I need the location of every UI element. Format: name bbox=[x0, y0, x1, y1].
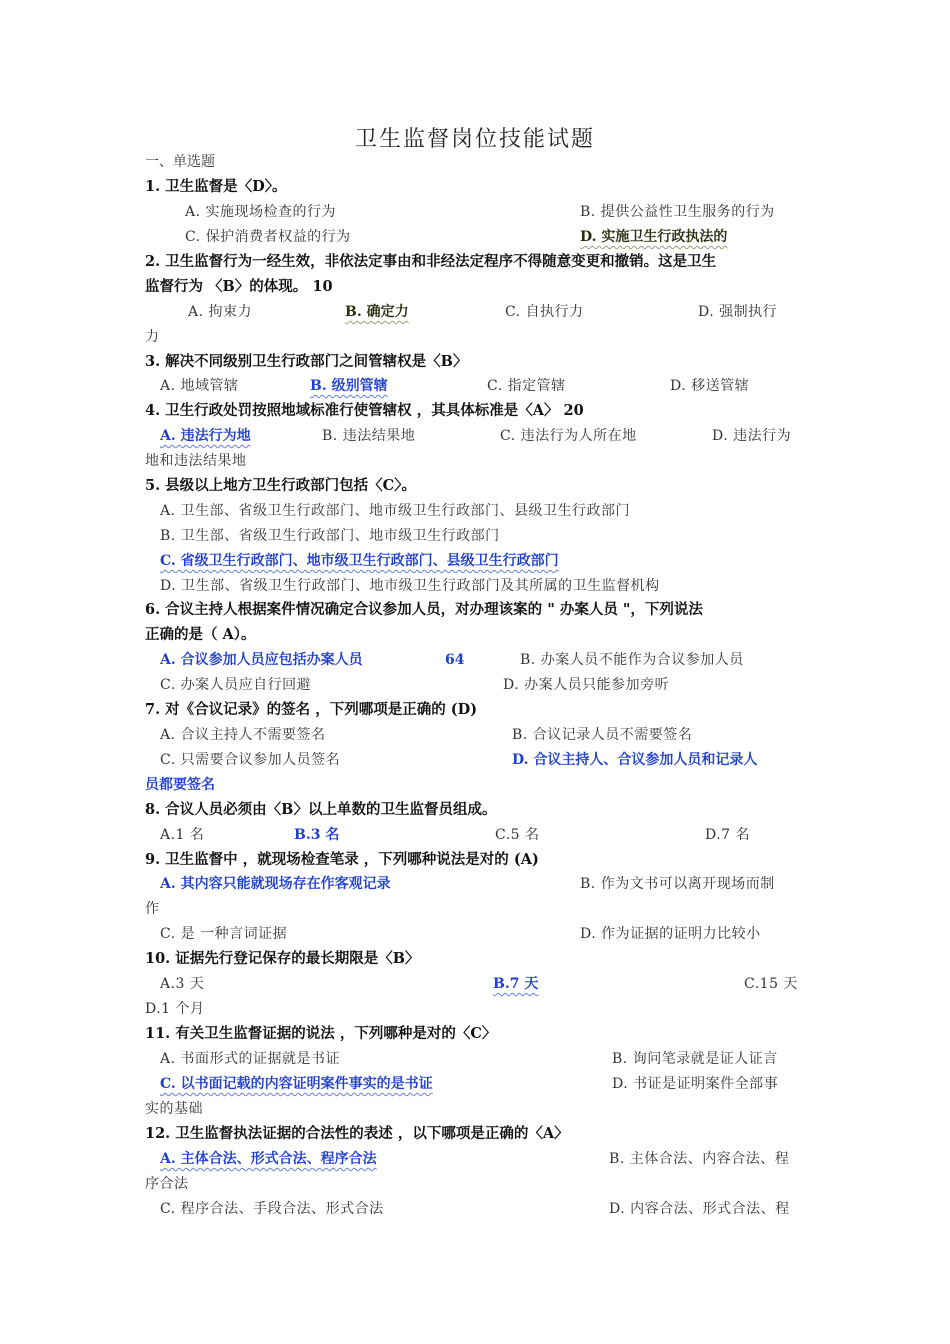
q6-option-b: B. 办案人员不能作为合议参加人员 bbox=[520, 652, 744, 668]
q12-option-d: D. 内容合法、形式合法、程 bbox=[609, 1201, 790, 1217]
question-6-line-2: 正确的是（ A）。 bbox=[145, 626, 256, 643]
q4-option-c: C. 违法行为人所在地 bbox=[500, 428, 637, 444]
q1-option-d-answer: D. 实施卫生行政执法的 bbox=[580, 229, 728, 245]
q12-option-a-answer: A. 主体合法、形式合法、程序合法 bbox=[160, 1151, 377, 1167]
question-9: 9. 卫生监督中 ，就现场检查笔录 ，下列哪种说法是对的 (A) bbox=[145, 851, 539, 868]
q7-option-d-wrap: 员都要签名 bbox=[145, 777, 215, 793]
question-5: 5. 县级以上地方卫生行政部门包括〈C〉。 bbox=[145, 477, 416, 494]
q5-option-a: A. 卫生部、省级卫生行政部门、地市级卫生行政部门、县级卫生行政部门 bbox=[160, 503, 631, 519]
q9-option-c: C. 是 一种言词证据 bbox=[160, 926, 288, 942]
q3-option-b-answer: B. 级别管辖 bbox=[310, 378, 388, 394]
q8-option-c: C.5 名 bbox=[495, 827, 540, 843]
q8-option-d: D.7 名 bbox=[705, 827, 751, 843]
q9-option-b-wrap: 作 bbox=[145, 901, 160, 917]
question-10: 10. 证据先行登记保存的最长期限是〈B〉 bbox=[145, 950, 420, 967]
q11-option-b: B. 询问笔录就是证人证言 bbox=[612, 1051, 778, 1067]
q1-option-c: C. 保护消费者权益的行为 bbox=[185, 229, 351, 245]
q11-option-d-wrap: 实的基础 bbox=[145, 1101, 203, 1117]
q5-option-b: B. 卫生部、省级卫生行政部门、地市级卫生行政部门 bbox=[160, 528, 500, 544]
q11-option-d: D. 书证是证明案件全部事 bbox=[612, 1076, 779, 1092]
question-6-line-1: 6. 合议主持人根据案件情况确定合议参加人员，对办理该案的 " 办案人员 "，下列说法 bbox=[145, 601, 703, 618]
question-12: 12. 卫生监督执法证据的合法性的表述 ，以下哪项是正确的〈A〉 bbox=[145, 1125, 569, 1142]
q10-option-b-answer: B.7 天 bbox=[493, 976, 539, 992]
q10-option-c: C.15 天 bbox=[744, 976, 798, 992]
q7-option-d-answer: D. 合议主持人、合议参加人员和记录人 bbox=[512, 752, 758, 768]
q6-margin-number: 64 bbox=[445, 652, 465, 668]
q4-option-a-answer: A. 违法行为地 bbox=[160, 428, 251, 444]
q9-option-a-answer: A. 其内容只能就现场存在作客观记录 bbox=[160, 876, 391, 892]
question-7: 7. 对《合议记录》的签名 ，下列哪项是正确的 (D) bbox=[145, 701, 478, 718]
q7-option-b: B. 合议记录人员不需要签名 bbox=[512, 727, 693, 743]
q12-option-c: C. 程序合法、手段合法、形式合法 bbox=[160, 1201, 384, 1217]
question-11: 11. 有关卫生监督证据的说法 ，下列哪种是对的〈C〉 bbox=[145, 1025, 497, 1042]
q2-option-c: C. 自执行力 bbox=[505, 304, 584, 320]
q2-option-d-wrap: 力 bbox=[145, 329, 160, 345]
section-heading: 一、单选题 bbox=[145, 154, 215, 170]
q10-option-d: D.1 个月 bbox=[145, 1001, 205, 1017]
question-2-line-1: 2. 卫生监督行为一经生效，非依法定事由和非经法定程序不得随意变更和撤销。这是卫生 bbox=[145, 253, 717, 270]
q8-option-a: A.1 名 bbox=[160, 827, 205, 843]
page-title: 卫生监督岗位技能试题 bbox=[354, 127, 595, 152]
q6-option-d: D. 办案人员只能参加旁听 bbox=[503, 677, 670, 693]
q9-option-d: D. 作为证据的证明力比较小 bbox=[580, 926, 761, 942]
q7-option-c: C. 只需要合议参加人员签名 bbox=[160, 752, 341, 768]
q2-option-a: A. 拘束力 bbox=[188, 304, 253, 320]
question-1: 1. 卫生监督是〈D〉。 bbox=[145, 178, 287, 195]
q8-option-b-answer: B.3 名 bbox=[294, 827, 340, 843]
q12-option-b: B. 主体合法、内容合法、程 bbox=[609, 1151, 790, 1167]
q7-option-a: A. 合议主持人不需要签名 bbox=[160, 727, 326, 743]
q1-option-a: A. 实施现场检查的行为 bbox=[185, 204, 337, 220]
q11-option-a: A. 书面形式的证据就是书证 bbox=[160, 1051, 341, 1067]
q9-option-b: B. 作为文书可以离开现场而制 bbox=[580, 876, 775, 892]
q3-option-c: C. 指定管辖 bbox=[487, 378, 566, 394]
q5-option-d: D. 卫生部、省级卫生行政部门、地市级卫生行政部门及其所属的卫生监督机构 bbox=[160, 578, 660, 594]
question-8: 8. 合议人员必须由〈B〉以上单数的卫生监督员组成。 bbox=[145, 801, 497, 818]
question-2-line-2: 监督行为 〈B〉的体现。 10 bbox=[145, 278, 333, 295]
q2-option-b-answer: B. 确定力 bbox=[345, 304, 409, 320]
q2-option-d: D. 强制执行 bbox=[698, 304, 778, 320]
q4-option-d: D. 违法行为 bbox=[712, 428, 792, 444]
q4-option-b: B. 违法结果地 bbox=[322, 428, 416, 444]
question-3: 3. 解决不同级别卫生行政部门之间管辖权是〈B〉 bbox=[145, 353, 468, 370]
q6-option-a-answer: A. 合议参加人员应包括办案人员 bbox=[160, 652, 363, 668]
q1-option-b: B. 提供公益性卫生服务的行为 bbox=[580, 204, 775, 220]
q10-option-a: A.3 天 bbox=[160, 976, 205, 992]
q3-option-a: A. 地域管辖 bbox=[160, 378, 239, 394]
q11-option-c-answer: C. 以书面记载的内容证明案件事实的是书证 bbox=[160, 1076, 433, 1092]
question-4: 4. 卫生行政处罚按照地域标准行使管辖权 ，其具体标准是〈A〉 20 bbox=[145, 402, 584, 419]
q6-option-c: C. 办案人员应自行回避 bbox=[160, 677, 312, 693]
q5-option-c-answer: C. 省级卫生行政部门、地市级卫生行政部门、县级卫生行政部门 bbox=[160, 553, 559, 569]
q12-option-b-wrap: 序合法 bbox=[145, 1176, 189, 1192]
q4-option-d-wrap: 地和违法结果地 bbox=[145, 453, 247, 469]
q3-option-d: D. 移送管辖 bbox=[670, 378, 750, 394]
